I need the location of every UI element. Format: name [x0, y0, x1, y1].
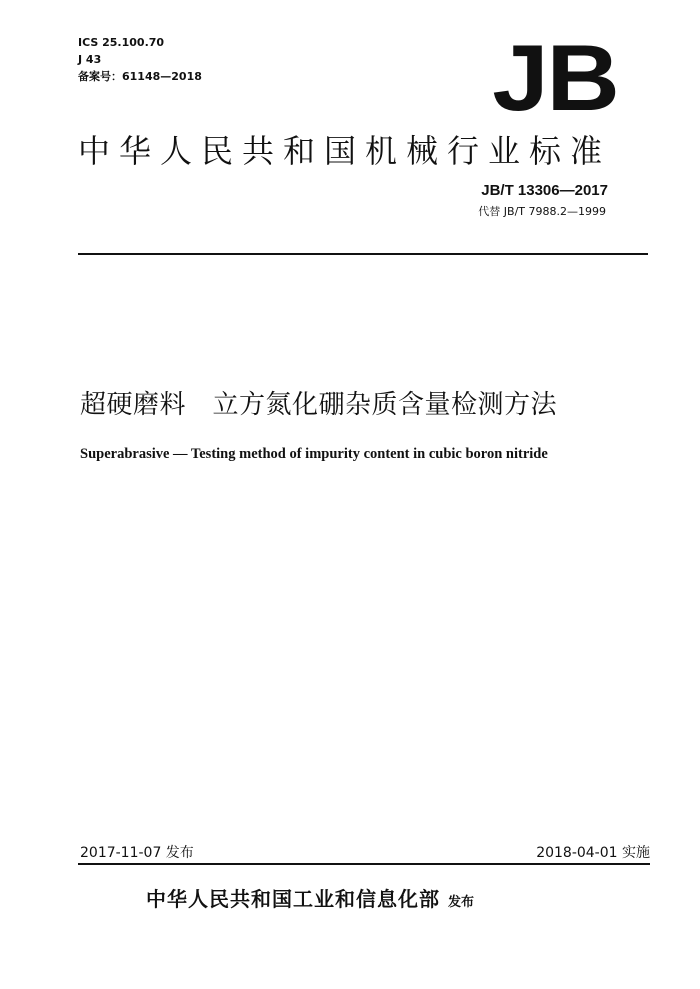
jb-logo: JB — [492, 25, 618, 130]
header-divider — [78, 253, 648, 255]
document-title-en: Superabrasive — Testing method of impurity content in cubic boron nitride — [80, 446, 548, 462]
publisher-suffix: 发布 — [448, 895, 475, 910]
standard-category-title: 中华人民共和国机械行业标准 — [78, 132, 612, 170]
implementation-date: 2018-04-01 实施 — [536, 845, 650, 861]
publisher — [146, 883, 474, 912]
replaces-standard: 代替 JB/T 7988.2—1999 — [478, 205, 606, 218]
record-number: 备案号：61148—2018 — [78, 70, 202, 83]
issue-date: 2017-11-07 发布 — [80, 845, 194, 861]
document-title-cn: 超硬磨料 立方氮化硼杂质含量检测方法 — [80, 390, 558, 420]
classification-code: J 43 — [78, 53, 102, 66]
standard-number: JB/T 13306—2017 — [481, 182, 608, 199]
ics-code: ICS 25.100.70 — [78, 36, 165, 49]
publisher-name: 中华人民共和国工业和信息化部 — [146, 887, 440, 911]
footer-divider — [78, 863, 650, 865]
